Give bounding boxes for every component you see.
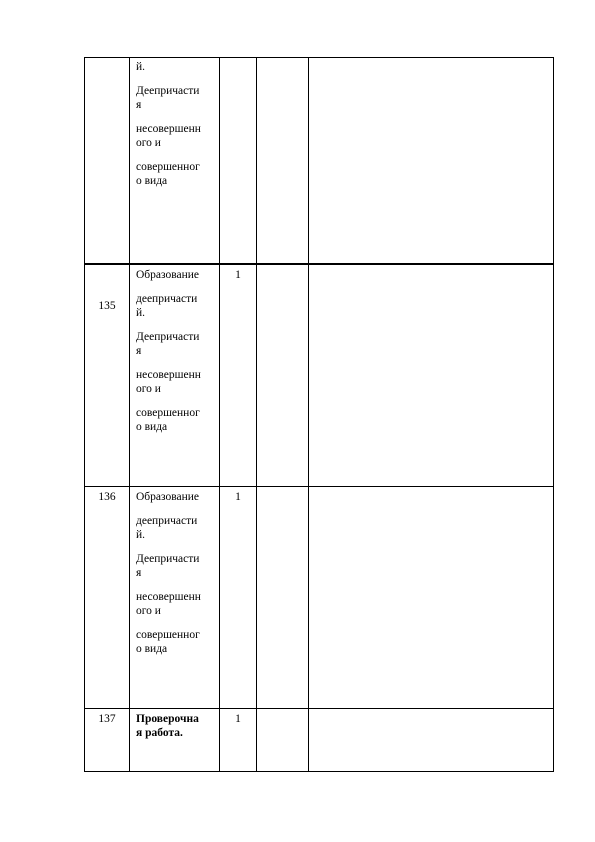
- lesson-number-cell: [85, 264, 130, 487]
- topic-line: Образование: [136, 491, 200, 503]
- lesson-plan-table: [84, 57, 554, 772]
- topic-line: й.: [136, 61, 146, 73]
- topic-line: Проверочна я работа.: [136, 713, 199, 739]
- topic-line: деепричасти й.: [136, 515, 198, 541]
- hours-cell: [220, 487, 257, 709]
- lesson-number: 135: [98, 299, 116, 312]
- hours-value: 1: [235, 713, 241, 725]
- topic-line: деепричасти й.: [136, 292, 198, 319]
- notes-cell: [309, 58, 554, 264]
- date-cell: [257, 709, 309, 772]
- topic-line: Деепричасти я: [136, 553, 200, 579]
- lesson-number-cell: [85, 487, 130, 709]
- date-cell: [257, 264, 309, 487]
- table-row: [85, 58, 554, 264]
- topic-line: совершенног о вида: [136, 629, 200, 655]
- topic-line: несовершенн ого и: [136, 368, 201, 395]
- lesson-topic-cell: [130, 487, 220, 709]
- lesson-number: 136: [98, 491, 116, 503]
- lesson-number: [85, 58, 129, 94]
- lesson-topic-cell: [130, 264, 220, 487]
- hours-value: 1: [235, 268, 241, 281]
- table-row: [85, 487, 554, 709]
- topic-line: Образование: [136, 268, 200, 281]
- topic-line: несовершенн ого и: [136, 123, 201, 149]
- lesson-topic-cell: [130, 709, 220, 772]
- table-row: [85, 264, 554, 487]
- notes-cell: [309, 709, 554, 772]
- hours-cell: [220, 58, 257, 264]
- table-row: [85, 709, 554, 772]
- lesson-topic-cell: [130, 58, 220, 264]
- topic-line: несовершенн ого и: [136, 591, 201, 617]
- hours-cell: [220, 709, 257, 772]
- topic-line: совершенног о вида: [136, 161, 200, 187]
- lesson-number-cell: [85, 709, 130, 772]
- topic-line: Деепричасти я: [136, 330, 200, 357]
- date-cell: [257, 487, 309, 709]
- lesson-number-cell: [85, 58, 130, 264]
- hours-cell: [220, 264, 257, 487]
- hours-value: 1: [235, 491, 241, 503]
- topic-line: совершенног о вида: [136, 406, 200, 433]
- date-cell: [257, 58, 309, 264]
- lesson-number: 137: [98, 713, 116, 725]
- hours-value: [220, 58, 256, 60]
- notes-cell: [309, 264, 554, 487]
- notes-cell: [309, 487, 554, 709]
- topic-line: Деепричасти я: [136, 85, 200, 111]
